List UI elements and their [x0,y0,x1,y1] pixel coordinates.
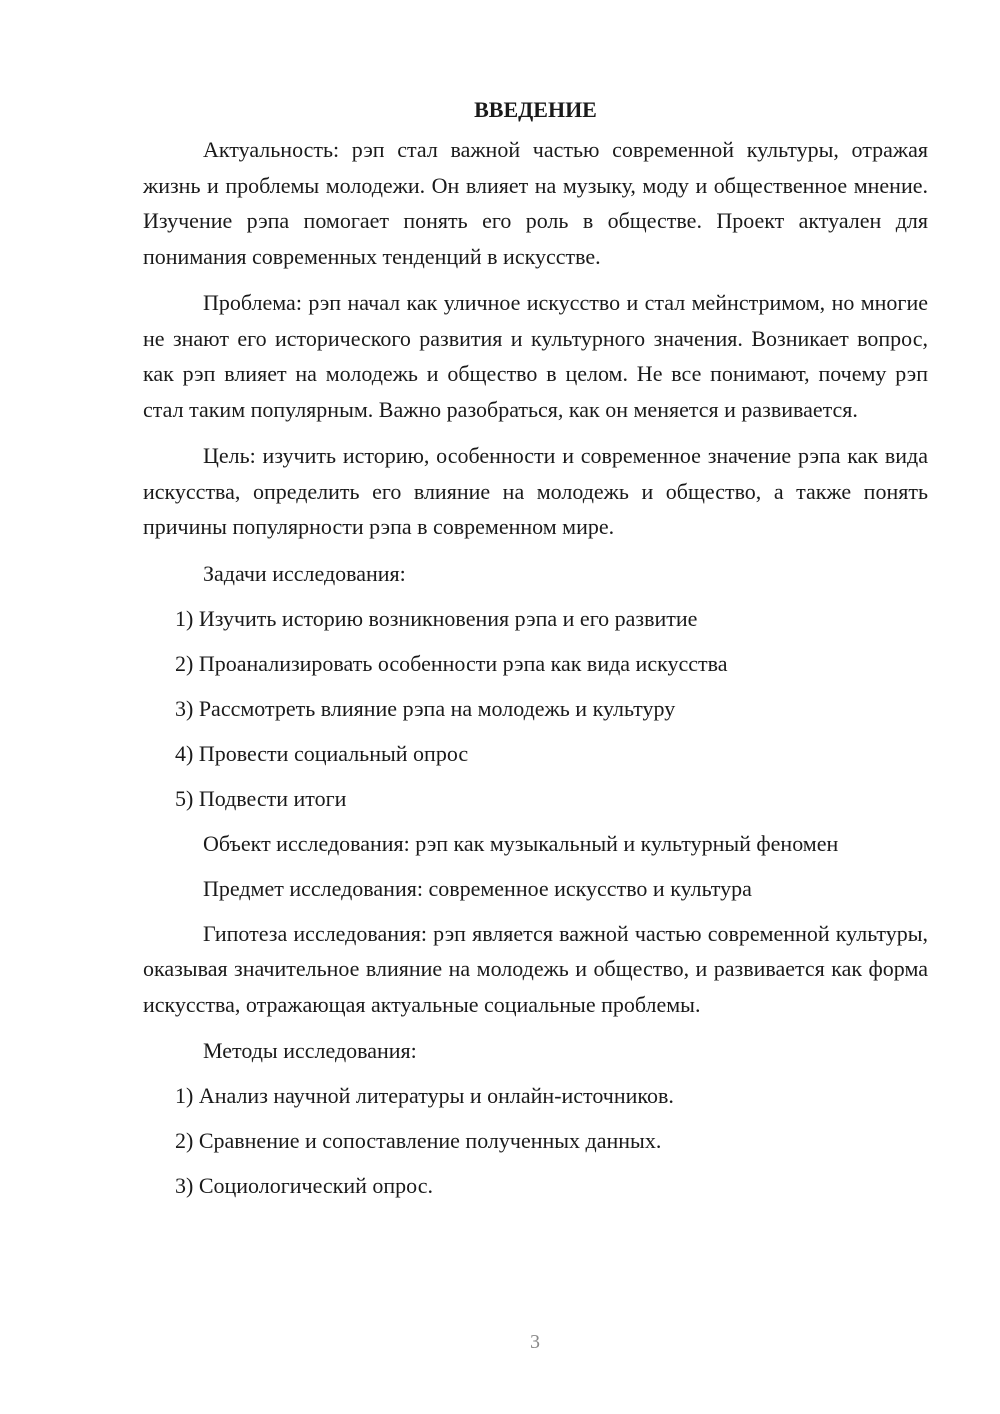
tasks-title: Задачи исследования: [203,560,406,586]
list-item: 3) Социологический опрос. [175,1173,433,1198]
list-item: 2) Сравнение и сопоставление полученных данных. [175,1128,662,1153]
methods-title: Методы исследования: [203,1038,417,1063]
tasks-list [143,601,928,817]
list-item: 1) Изучить историю возникновения рэпа и его развитие [175,605,698,631]
goal-paragraph: Цель: изучить историю, особенности и современное значение рэпа как вида искусства, определить его влияние на молодежь и общество, а также понять причины популярности рэпа в современном мире. [143,443,928,539]
section-heading: ВВЕДЕНИЕ [474,97,597,122]
subject-paragraph: Предмет исследования: современное искусство и культура [203,875,752,901]
list-item: 4) Провести социальный опрос [175,740,469,766]
list-item: 2) Проанализировать особенности рэпа как вида искусства [175,650,728,676]
problem-paragraph: Проблема: рэп начал как уличное искусство и стал мейнстримом, но многие не знают его исторического развития и культурного значения. Возникает вопрос, как рэп влияет на молодежь и общество в целом. Не все понимают, почему рэп стал таким популярным. Важно разобраться, как он меняется и развивается. [143,290,928,422]
methods-list [143,1078,928,1204]
list-item: 3) Рассмотреть влияние рэпа на молодежь и культуру [175,695,676,721]
object-paragraph: Объект исследования: рэп как музыкальный и культурный феномен [203,830,839,856]
hypothesis-paragraph: Гипотеза исследования: рэп является важной частью современной культуры, оказывая значительное влияние на молодежь и общество, и развивается как форма искусства, отражающая актуальные социальные проблемы. [143,920,928,1017]
page-number: 3 [530,1331,540,1353]
relevance-paragraph: Актуальность: рэп стал важной частью современной культуры, отражая жизнь и проблемы молодежи. Он влияет на музыку, моду и общественное мнение. Изучение рэпа помогает понять его роль в обществе. Проект актуален для понимания современных тенденций в искусстве. [143,137,928,269]
page-content [143,92,928,1213]
list-item: 5) Подвести итоги [175,785,347,811]
list-item: 1) Анализ научной литературы и онлайн-источников. [175,1083,674,1108]
